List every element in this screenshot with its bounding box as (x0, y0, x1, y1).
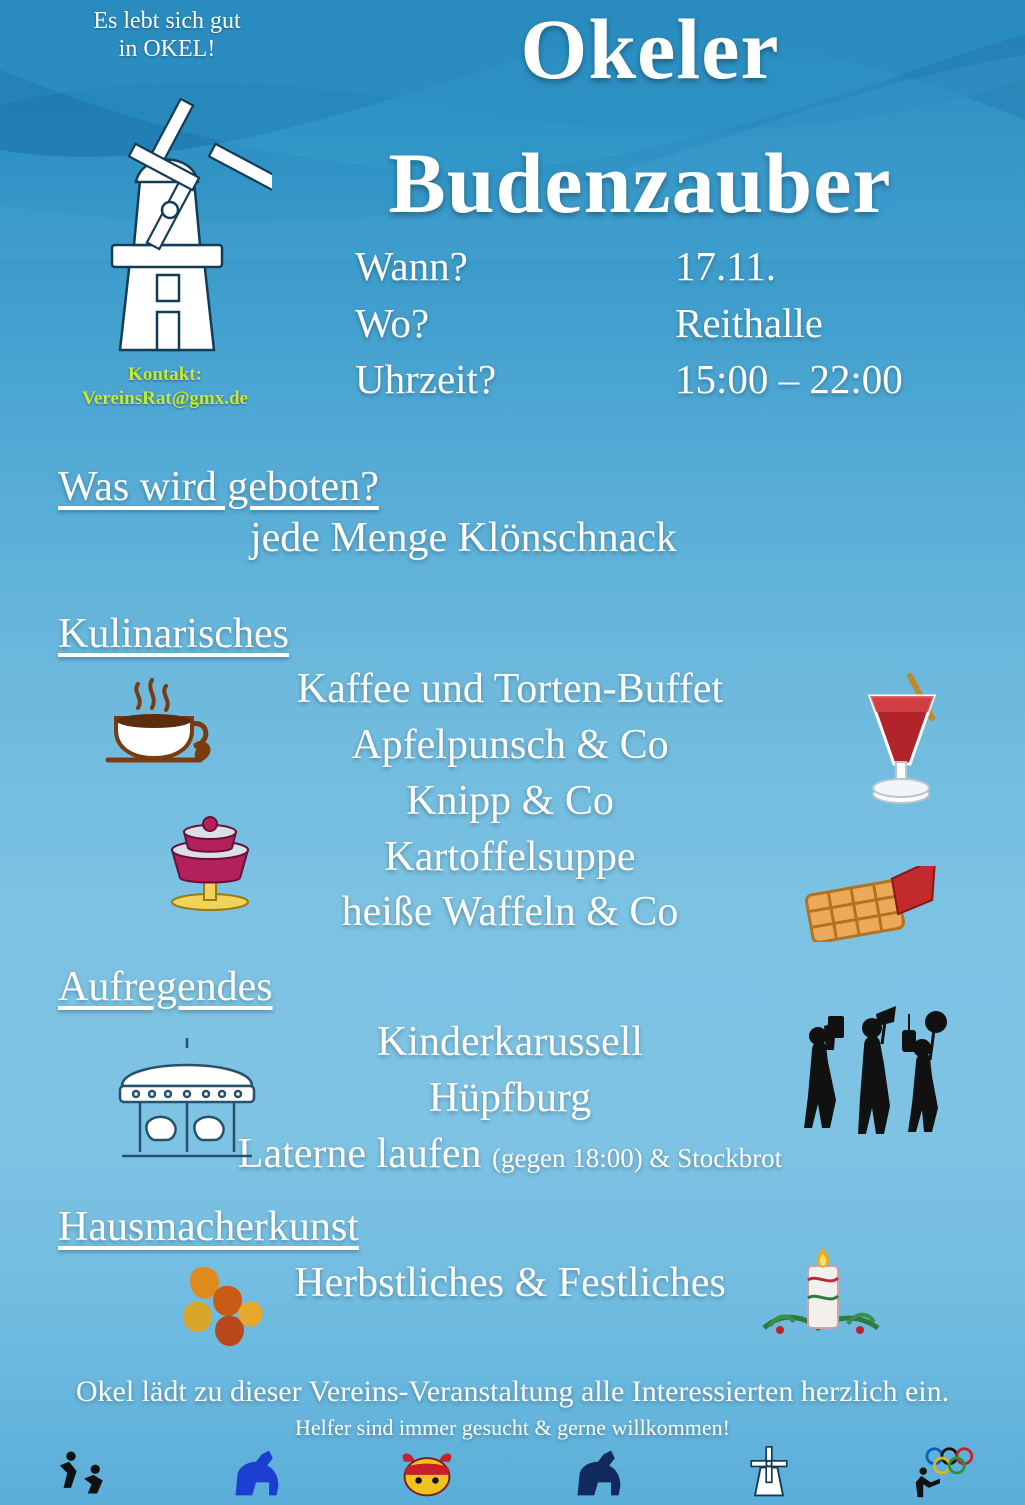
windmill-logo-icon (62, 60, 272, 360)
fact-row (355, 295, 975, 352)
list-item: Apfelpunsch & Co (351, 721, 669, 768)
fact-answer: Reithalle (675, 299, 824, 346)
layer-cake-icon (158, 806, 262, 914)
footer-icon-row (0, 1440, 1025, 1505)
section-heading-kulinarisches: Kulinarisches (58, 611, 289, 657)
fact-row (355, 351, 975, 408)
fact-question: Wo? (355, 299, 430, 346)
lantern-children-icon (790, 1000, 958, 1146)
fact-question: Wann? (355, 243, 468, 289)
fact-answer: 15:00 – 22:00 (675, 356, 903, 403)
olympic-rings-icon (894, 1442, 986, 1504)
list-item: Kaffee und Torten-Buffet (296, 666, 724, 712)
gymnastics-icon (39, 1442, 131, 1504)
section-heading-aufregendes: Aufregendes (58, 964, 273, 1010)
carousel-icon (104, 1030, 270, 1170)
section-heading-hausmacherkunst: Hausmacherkunst (58, 1204, 359, 1250)
coffee-cup-icon (100, 672, 218, 768)
list-item: Kinderkarussell (377, 1019, 643, 1065)
footer-helpers: Helfer sind immer gesucht & gerne willkommen! (295, 1415, 730, 1440)
contact-label: Kontakt: (128, 364, 202, 385)
christmas-candle-icon (756, 1240, 886, 1350)
contact-block (40, 363, 290, 411)
fact-question: Uhrzeit? (355, 356, 497, 403)
section-heading-angebot: Was wird geboten? (58, 464, 379, 510)
waffle-icon (800, 866, 950, 942)
contact-email: VereinsRat@gmx.de (82, 387, 248, 409)
slogan-line-1: Es lebt sich gut (93, 8, 241, 34)
autumn-leaves-icon (178, 1258, 278, 1350)
list-item: heiße Waffeln & Co (341, 889, 679, 936)
list-item: Kartoffelsuppe (384, 833, 636, 880)
list-item-suffix: (gegen 18:00) & Stockbrot (491, 1142, 783, 1173)
fact-answer: 17.11. (675, 243, 776, 289)
fact-row (355, 238, 975, 295)
slogan (52, 8, 282, 63)
section-item-kloenschnack: jede Menge Klönschnack (250, 515, 677, 561)
event-facts (355, 238, 975, 408)
list-item: Knipp & Co (406, 777, 614, 824)
horse-blue-icon (210, 1442, 302, 1504)
poster-title-line-1: Okeler (520, 1, 780, 97)
poster-title-line-2: Budenzauber (388, 135, 892, 231)
list-item: Hüpfburg (428, 1074, 592, 1121)
windmill-icon (723, 1442, 815, 1504)
slogan-line-2: in OKEL! (118, 35, 216, 62)
carnival-mask-icon (381, 1442, 473, 1504)
punch-glass-icon (848, 672, 952, 822)
list-item: Herbstliches & Festliches (294, 1260, 726, 1306)
list-item-label: Laterne laufen (237, 1130, 482, 1177)
footer-invitation: Okel lädt zu dieser Vereins-Veranstaltung alle Interessierten herzlich ein. (75, 1375, 950, 1408)
horse-dark-icon (552, 1442, 644, 1504)
